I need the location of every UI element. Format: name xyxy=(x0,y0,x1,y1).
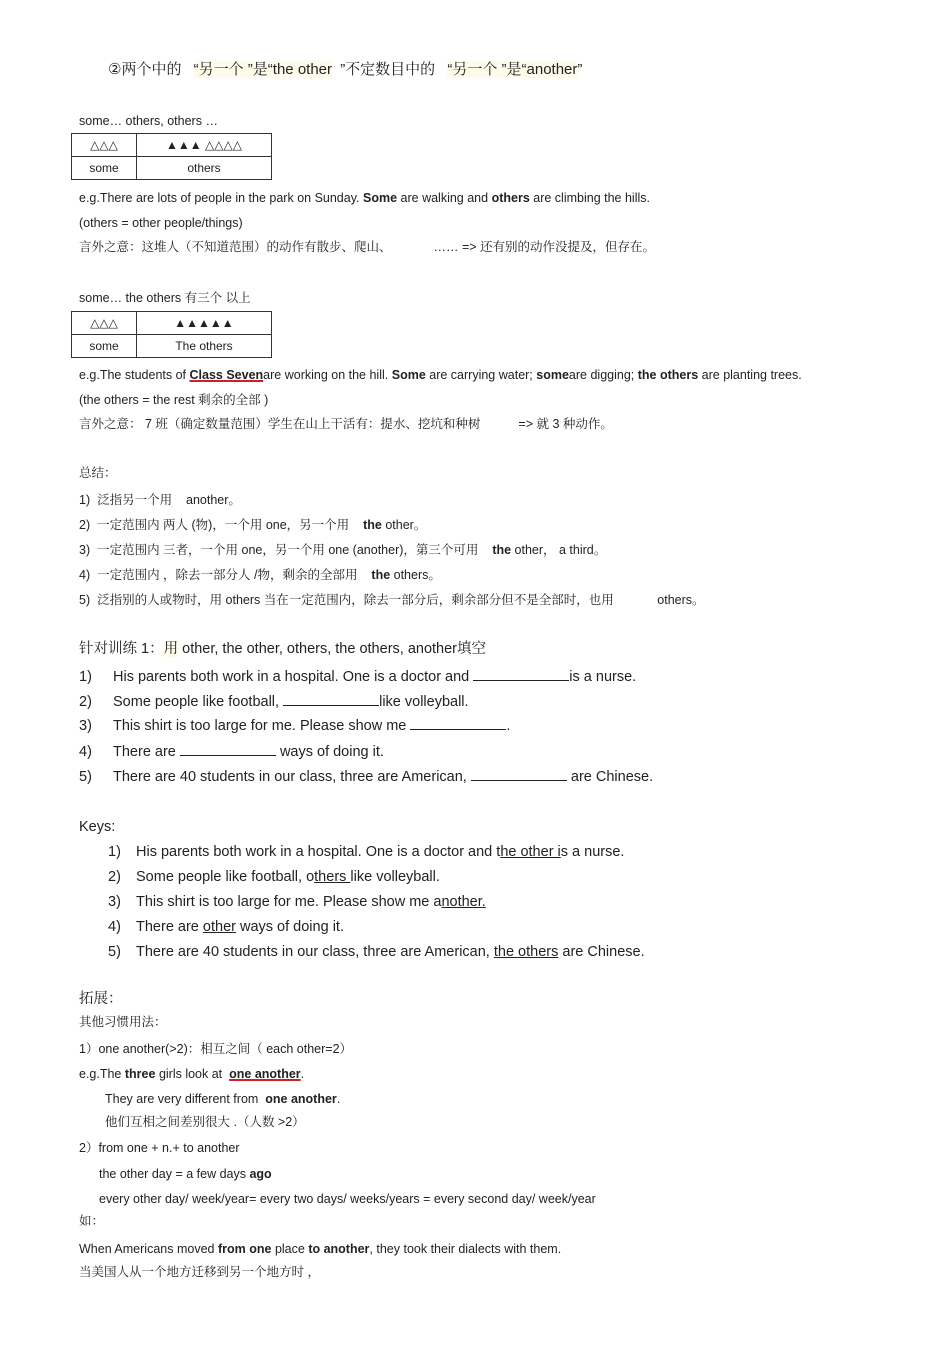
label-cell: some xyxy=(72,335,137,358)
answer-blank[interactable] xyxy=(471,768,567,781)
summary-item: 2) 一定范围内 两人 (物)，一个用 one，另一个用 the other。 xyxy=(79,518,427,532)
summary-item: 3) 一定范围内 三者，一个用 one，另一个用 one (another)，第三个可用 the other， a third。 xyxy=(79,543,607,557)
example-sentence: e.g.There are lots of people in the park on Sunday. Some are walking and others are climbing the hills. xyxy=(79,191,650,205)
title-line: ②两个中的 “另一个 ”是“the other ”不定数目中的 “另一个 ”是“another” xyxy=(108,61,583,78)
extension-example: They are very different from one another. xyxy=(105,1092,341,1106)
key-item: 5) There are 40 students in our class, three are American, the others are Chinese. xyxy=(108,944,645,960)
implication: 言外之意：这堆人（不知道范围）的动作有散步、爬山、 …… => 还有别的动作没提及，但存在。 xyxy=(79,240,656,254)
summary-item: 5) 泛指别的人或物时，用 others 当在一定范围内，除去一部分后，剩余部分但不是全部时，也用 others。 xyxy=(79,593,705,607)
exercise-heading: 针对训练 1：用 other, the other, others, the others, another填空 xyxy=(79,641,487,657)
example-sentence: e.g.The students of Class Sevenare working on the hill. Some are carrying water; someare digging; the others are planting trees. xyxy=(79,368,802,382)
answer-blank[interactable] xyxy=(410,717,506,730)
triangle-cell: △△△ xyxy=(72,134,137,157)
triangle-cell: ▲▲▲▲▲ xyxy=(137,312,272,335)
extension-example: e.g.The three girls look at one another. xyxy=(79,1067,305,1081)
pattern-some-the-others: some… the others 有三个 以上 xyxy=(79,291,251,305)
summary-heading: 总结： xyxy=(79,466,117,480)
note: (the others = the rest 剩余的全部 ) xyxy=(79,393,269,407)
exercise-item: 2) Some people like football, like volleyball. xyxy=(79,694,469,710)
extension-line: every other day/ week/year= every two days/ weeks/years = every second day/ week/year xyxy=(99,1192,596,1206)
extension-sub: 其他习惯用法： xyxy=(79,1015,167,1029)
extension-line: the other day = a few days ago xyxy=(99,1167,272,1181)
answer-blank[interactable] xyxy=(283,693,379,706)
implication: 言外之意： 7 班（确定数量范围）学生在山上干活有：提水、挖坑和种树 => 就 3 种动作。 xyxy=(79,417,613,431)
pattern-some-others: some… others, others … xyxy=(79,114,218,128)
exercise-item: 1) His parents both work in a hospital. One is a doctor and is a nurse. xyxy=(79,669,637,685)
exercise-item: 4) There are ways of doing it. xyxy=(79,744,384,760)
triangle-cell: ▲▲▲ △△△△ xyxy=(137,134,272,157)
summary-item: 1) 泛指另一个用 another。 xyxy=(79,493,241,507)
note: (others = other people/things) xyxy=(79,216,243,230)
summary-item: 4) 一定范围内 ，除去一部分人 /物，剩余的全部用 the others。 xyxy=(79,568,441,582)
extension-cn: 当美国人从一个地方迁移到另一个地方时 ， xyxy=(79,1265,320,1279)
key-item: 2) Some people like football, others like volleyball. xyxy=(108,869,440,885)
triangle-cell: △△△ xyxy=(72,312,137,335)
keys-heading: Keys: xyxy=(79,819,116,835)
extension-ru: 如： xyxy=(79,1214,105,1228)
key-item: 4) There are other ways of doing it. xyxy=(108,919,344,935)
some-others-table xyxy=(71,133,272,180)
answer-blank[interactable] xyxy=(180,743,276,756)
answer-blank[interactable] xyxy=(473,668,569,681)
extension-line: 2）from one + n.+ to another xyxy=(79,1141,240,1155)
label-cell: The others xyxy=(137,335,272,358)
key-item: 1) His parents both work in a hospital. One is a doctor and the other is a nurse. xyxy=(108,844,625,860)
extension-heading: 拓展： xyxy=(79,991,123,1007)
extension-line: 1）one another(>2)：相互之间（ each other=2） xyxy=(79,1042,353,1056)
label-cell: others xyxy=(137,157,272,180)
key-item: 3) This shirt is too large for me. Please show me another. xyxy=(108,894,486,910)
exercise-item: 3) This shirt is too large for me. Please show me . xyxy=(79,718,511,734)
exercise-item: 5) There are 40 students in our class, three are American, are Chinese. xyxy=(79,769,654,785)
some-the-others-table xyxy=(71,311,272,358)
extension-cn: 他们互相之间差别很大 .（人数 >2） xyxy=(105,1115,305,1129)
extension-example: When Americans moved from one place to another, they took their dialects with them. xyxy=(79,1242,562,1256)
label-cell: some xyxy=(72,157,137,180)
